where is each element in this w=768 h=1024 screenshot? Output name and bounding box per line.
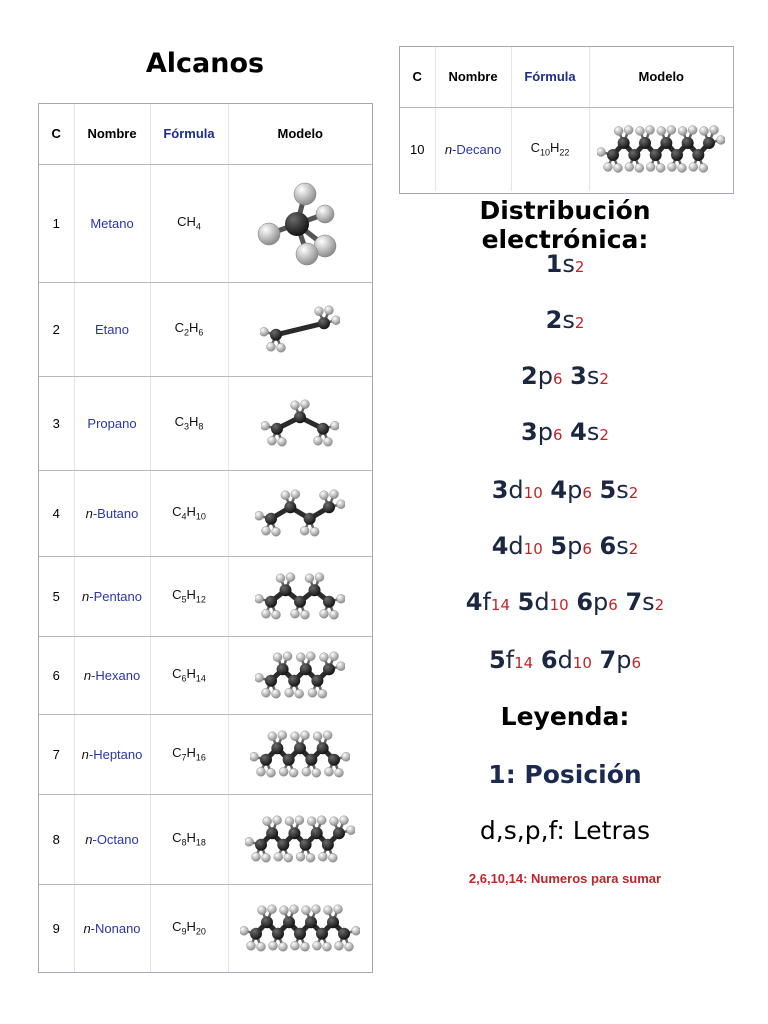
carbon-count: 5 — [39, 556, 74, 636]
table-row — [39, 556, 372, 636]
orbital-level: 6 — [599, 532, 617, 560]
name-text: -Octano — [92, 831, 139, 847]
orbital-letter: p — [567, 476, 583, 504]
name-text: -Heptano — [88, 746, 143, 762]
formula-element: H — [186, 214, 196, 230]
orbital-level: 5 — [599, 476, 617, 504]
header-c: C — [400, 47, 435, 107]
header-nombre: Nombre — [74, 104, 150, 164]
orbital-electrons: 6 — [552, 370, 563, 388]
name-text: Propano — [87, 415, 137, 431]
molecule-model — [228, 884, 372, 972]
configuration-line — [392, 308, 738, 332]
orbital-electrons: 2 — [628, 484, 639, 502]
ball-and-stick-model — [245, 815, 355, 863]
table-row — [400, 107, 733, 191]
orbital-level: 7 — [625, 588, 643, 616]
page-title: Alcanos — [145, 48, 265, 79]
orbital-level: 6 — [576, 588, 594, 616]
formula-subscript: 10 — [539, 148, 550, 159]
orbital-level: 6 — [540, 646, 558, 674]
orbital-level: 2 — [545, 306, 563, 334]
orbital-electrons: 2 — [628, 540, 639, 558]
header-formula: Fórmula — [511, 47, 589, 107]
table-row — [39, 714, 372, 794]
decane-table — [400, 47, 733, 191]
formula-subscript: 22 — [559, 148, 570, 159]
name-text: -Pentano — [89, 588, 142, 604]
formula-element: C — [530, 140, 540, 156]
name-text: Metano — [90, 215, 134, 231]
carbon-count: 3 — [39, 376, 74, 470]
formula-element: H — [186, 504, 196, 520]
legend-title: Leyenda: — [500, 702, 630, 731]
carbon-count: 8 — [39, 794, 74, 884]
orbital-letter: s — [642, 588, 655, 616]
alkane-name[interactable] — [74, 470, 150, 556]
formula-subscript: 4 — [181, 511, 187, 522]
formula-element: H — [186, 666, 196, 682]
orbital-level: 5 — [488, 646, 506, 674]
table-row — [39, 282, 372, 376]
orbital-level: 5 — [550, 532, 568, 560]
table-row — [39, 376, 372, 470]
molecule-model — [228, 714, 372, 794]
orbital-electrons: 14 — [490, 596, 511, 614]
name-prefix: n — [444, 141, 453, 157]
molecular-formula — [150, 884, 228, 972]
carbon-count: 2 — [39, 282, 74, 376]
configuration-line — [392, 252, 738, 276]
orbital-letter: p — [616, 646, 632, 674]
orbital-electrons: 6 — [552, 426, 563, 444]
orbital-level: 7 — [599, 646, 617, 674]
orbital-electrons: 6 — [582, 540, 592, 558]
alkane-name[interactable] — [74, 376, 150, 470]
alkanes-table — [39, 104, 372, 972]
formula-element: H — [189, 414, 199, 430]
configuration-line — [392, 364, 738, 388]
legend-letters: d,s,p,f: Letras — [479, 816, 651, 845]
molecule-model — [228, 636, 372, 714]
configuration-line — [392, 534, 738, 558]
molecular-formula — [511, 107, 589, 191]
formula-element: H — [186, 919, 196, 935]
name-prefix: n — [83, 920, 91, 936]
name-prefix: n — [85, 505, 93, 521]
header-modelo: Modelo — [589, 47, 733, 107]
molecular-formula — [150, 794, 228, 884]
orbital-letter: d — [557, 646, 573, 674]
formula-subscript: 12 — [195, 594, 206, 605]
ball-and-stick-model — [597, 124, 725, 174]
formula-element: C — [172, 919, 182, 935]
carbon-count: 6 — [39, 636, 74, 714]
formula-subscript: 14 — [195, 673, 206, 684]
orbital-letter: p — [567, 532, 583, 560]
ball-and-stick-model — [261, 399, 339, 447]
formula-element: C — [172, 745, 182, 761]
orbital-letter: f — [482, 588, 491, 616]
configuration-line — [392, 478, 738, 502]
formula-element: C — [177, 214, 187, 230]
molecular-formula — [150, 714, 228, 794]
orbital-level: 3 — [521, 418, 538, 446]
molecule-model — [228, 794, 372, 884]
formula-element: H — [186, 587, 196, 603]
orbital-letter: d — [534, 588, 550, 616]
ball-and-stick-model — [245, 178, 355, 268]
orbital-electrons: 10 — [523, 540, 543, 558]
formula-element: C — [172, 666, 182, 682]
header-formula: Fórmula — [150, 104, 228, 164]
header-c: C — [39, 104, 74, 164]
orbital-electrons: 2 — [574, 258, 585, 276]
formula-element: H — [550, 140, 560, 156]
orbital-electrons: 2 — [654, 596, 665, 614]
orbital-electrons: 2 — [599, 370, 609, 388]
formula-element: C — [172, 504, 182, 520]
molecular-formula — [150, 636, 228, 714]
orbital-electrons: 2 — [574, 314, 585, 332]
carbon-count: 1 — [39, 164, 74, 282]
orbital-electrons: 10 — [523, 484, 543, 502]
formula-subscript: 6 — [181, 673, 187, 684]
name-text: -Nonano — [90, 920, 141, 936]
name-text: -Hexano — [91, 667, 141, 683]
orbital-electrons: 6 — [631, 654, 642, 672]
name-prefix: n — [83, 667, 92, 683]
ball-and-stick-model — [240, 904, 360, 952]
orbital-letter: p — [537, 418, 553, 446]
table-row — [39, 636, 372, 714]
molecule-model — [228, 376, 372, 470]
formula-element: H — [186, 745, 196, 761]
carbon-count: 4 — [39, 470, 74, 556]
ball-and-stick-model — [260, 305, 340, 353]
molecular-formula — [150, 376, 228, 470]
table-row — [39, 794, 372, 884]
formula-subscript: 6 — [198, 327, 204, 338]
formula-subscript: 10 — [195, 511, 206, 522]
name-text: Etano — [95, 321, 129, 337]
orbital-electrons: 10 — [572, 654, 592, 672]
configuration-line — [392, 420, 738, 444]
orbital-level: 4 — [465, 588, 483, 616]
orbital-letter: d — [508, 476, 524, 504]
formula-subscript: 16 — [195, 752, 206, 763]
molecule-model — [228, 470, 372, 556]
orbital-letter: s — [562, 306, 575, 334]
orbital-level: 4 — [570, 418, 587, 446]
molecular-formula — [150, 164, 228, 282]
formula-element: C — [172, 587, 182, 603]
formula-element: H — [186, 830, 196, 846]
alkane-name[interactable] — [74, 282, 150, 376]
orbital-electrons: 14 — [514, 654, 534, 672]
orbital-electrons: 10 — [549, 596, 569, 614]
ball-and-stick-model — [255, 489, 345, 537]
molecular-formula — [150, 470, 228, 556]
orbital-letter: d — [508, 532, 524, 560]
distribution-title: Distribución electrónica: — [479, 196, 651, 254]
formula-subscript: 9 — [181, 927, 187, 938]
orbital-electrons: 6 — [608, 596, 618, 614]
orbital-letter: s — [586, 418, 600, 446]
formula-subscript: 7 — [181, 752, 187, 763]
orbital-letter: p — [593, 588, 609, 616]
orbital-letter: s — [562, 250, 575, 278]
formula-subscript: 2 — [183, 327, 189, 338]
formula-subscript: 8 — [198, 421, 204, 432]
orbital-level: 1 — [545, 250, 563, 278]
configuration-line — [392, 590, 738, 614]
alkane-name[interactable] — [74, 556, 150, 636]
orbital-level: 5 — [517, 588, 535, 616]
formula-element: C — [174, 414, 184, 430]
name-prefix: n — [82, 588, 90, 604]
formula-subscript: 4 — [195, 221, 201, 232]
molecule-model — [228, 282, 372, 376]
formula-element: C — [172, 830, 182, 846]
orbital-letter: p — [537, 362, 553, 390]
table-row — [39, 470, 372, 556]
orbital-level: 2 — [521, 362, 538, 390]
alkane-name[interactable] — [74, 884, 150, 972]
name-prefix: n — [85, 831, 93, 847]
orbital-level: 3 — [570, 362, 587, 390]
ball-and-stick-model — [250, 730, 350, 778]
orbital-letter: s — [616, 476, 629, 504]
carbon-count: 10 — [400, 107, 435, 191]
orbital-level: 4 — [491, 532, 509, 560]
formula-element: H — [189, 320, 199, 336]
formula-subscript: 18 — [195, 837, 206, 848]
alkane-name[interactable] — [74, 164, 150, 282]
name-text: -Butano — [92, 505, 139, 521]
name-prefix: n — [81, 746, 89, 762]
header-modelo: Modelo — [228, 104, 372, 164]
table-row — [39, 164, 372, 282]
molecule-model — [589, 107, 733, 191]
orbital-letter: s — [586, 362, 600, 390]
molecule-model — [228, 164, 372, 282]
carbon-count: 7 — [39, 714, 74, 794]
formula-subscript: 8 — [181, 837, 187, 848]
carbon-count: 9 — [39, 884, 74, 972]
name-text: -Decano — [452, 141, 502, 157]
orbital-letter: s — [616, 532, 629, 560]
configuration-line — [392, 648, 738, 672]
orbital-letter: f — [505, 646, 515, 674]
orbital-level: 3 — [491, 476, 509, 504]
alkane-name[interactable] — [74, 636, 150, 714]
formula-subscript: 20 — [195, 927, 206, 938]
alkane-name[interactable] — [435, 107, 511, 191]
orbital-electrons: 6 — [582, 484, 592, 502]
legend-position: 1: Posición — [488, 760, 642, 789]
molecular-formula — [150, 556, 228, 636]
formula-subscript: 3 — [183, 421, 189, 432]
orbital-electrons: 2 — [599, 426, 609, 444]
alkane-name[interactable] — [74, 794, 150, 884]
molecular-formula — [150, 282, 228, 376]
orbital-level: 4 — [550, 476, 568, 504]
formula-subscript: 5 — [181, 594, 187, 605]
header-nombre: Nombre — [435, 47, 511, 107]
legend-numbers: 2,6,10,14: Numeros para sumar — [468, 871, 662, 886]
ball-and-stick-model — [255, 651, 345, 699]
molecule-model — [228, 556, 372, 636]
formula-element: C — [174, 320, 184, 336]
alkane-name[interactable] — [74, 714, 150, 794]
ball-and-stick-model — [255, 572, 345, 620]
table-row — [39, 884, 372, 972]
